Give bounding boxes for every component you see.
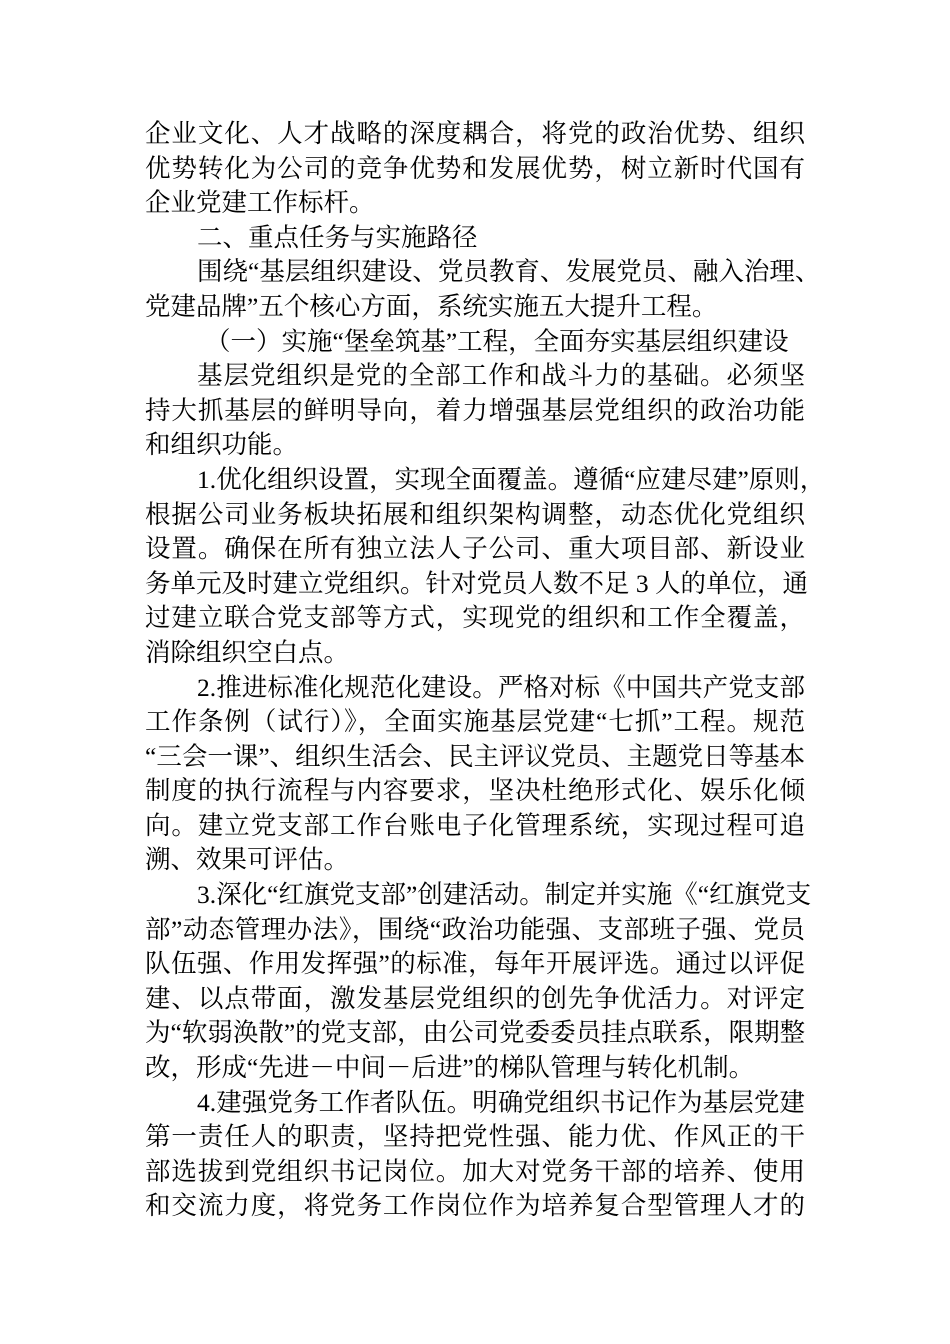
paragraph bbox=[145, 671, 805, 879]
text-line: 第一责任人的职责，坚持把党性强、能力优、作风正的干 bbox=[145, 1122, 805, 1152]
text-line: 工作条例（试行）》，全面实施基层党建“七抓”工程。规范 bbox=[145, 707, 805, 737]
text-line: 1.优化组织设置，实现全面覆盖。遵循“应建尽建”原则， bbox=[197, 464, 826, 494]
paragraph bbox=[145, 878, 812, 1086]
paragraph bbox=[145, 463, 826, 671]
text-line: “三会一课”、组织生活会、民主评议党员、主题党日等基本 bbox=[145, 741, 806, 771]
text-line: 建、以点带面，激发基层党组织的创先争优活力。对评定 bbox=[145, 983, 805, 1013]
text-line: 向。建立党支部工作台账电子化管理系统，实现过程可追 bbox=[145, 810, 805, 840]
text-line: 为“软弱涣散”的党支部，由公司党委委员挂点联系，限期整 bbox=[145, 1018, 806, 1048]
paragraph bbox=[145, 359, 805, 463]
text-line: 和交流力度，将党务工作岗位作为培养复合型管理人才的 bbox=[145, 1191, 805, 1221]
text-line: 和组织功能。 bbox=[145, 430, 299, 460]
text-line: 2.推进标准化规范化建设。严格对标《中国共产党支部 bbox=[197, 672, 805, 702]
text-line: 部选拔到党组织书记岗位。加大对党务干部的培养、使用 bbox=[145, 1156, 805, 1186]
text-line: 3.深化“红旗党支部”创建活动。制定并实施《“红旗党支 bbox=[197, 880, 812, 910]
text-line: 制度的执行流程与内容要求，坚决杜绝形式化、娱乐化倾 bbox=[145, 776, 805, 806]
text-line: 基层党组织是党的全部工作和战斗力的基础。必须坚 bbox=[197, 361, 805, 391]
text-line: 设置。确保在所有独立法人子公司、重大项目部、新设业 bbox=[145, 534, 805, 564]
text-line: 过建立联合党支部等方式，实现党的组织和工作全覆盖， bbox=[145, 603, 805, 633]
text-line: 部”动态管理办法》，围绕“政治功能强、支部班子强、党员 bbox=[145, 914, 805, 944]
paragraph bbox=[145, 1086, 805, 1224]
text-line: 围绕“基层组织建设、党员教育、发展党员、融入治理、 bbox=[197, 257, 821, 287]
text-line: （一）实施“堡垒筑基”工程，全面夯实基层组织建设 bbox=[205, 326, 789, 356]
text-line: 改，形成“先进－中间－后进”的梯队管理与转化机制。 bbox=[145, 1053, 755, 1083]
text-line: 企业党建工作标杆。 bbox=[145, 188, 375, 218]
text-line: 企业文化、人才战略的深度耦合，将党的政治优势、组织 bbox=[145, 119, 805, 148]
text-line: 溯、效果可评估。 bbox=[145, 845, 350, 875]
text-line: 二、重点任务与实施路径 bbox=[197, 222, 478, 252]
section-heading bbox=[145, 325, 805, 360]
text-line: 4.建强党务工作者队伍。明确党组织书记作为基层党建 bbox=[197, 1087, 805, 1117]
text-line: 党建品牌”五个核心方面，系统实施五大提升工程。 bbox=[145, 291, 718, 321]
document-page bbox=[145, 117, 826, 1224]
text-line: 根据公司业务板块拓展和组织架构调整，动态优化党组织 bbox=[145, 499, 805, 529]
text-line: 队伍强、作用发挥强”的标准，每年开展评选。通过以评促 bbox=[145, 949, 805, 979]
paragraph bbox=[145, 117, 805, 221]
text-line: 优势转化为公司的竞争优势和发展优势，树立新时代国有 bbox=[145, 153, 805, 183]
text-line: 消除组织空白点。 bbox=[145, 637, 350, 667]
section-heading bbox=[145, 221, 805, 256]
text-line: 务单元及时建立党组织。针对党员人数不足 3 人的单位，通 bbox=[145, 568, 809, 598]
text-line: 持大抓基层的鲜明导向，着力增强基层党组织的政治功能 bbox=[145, 395, 805, 425]
paragraph bbox=[145, 255, 821, 324]
